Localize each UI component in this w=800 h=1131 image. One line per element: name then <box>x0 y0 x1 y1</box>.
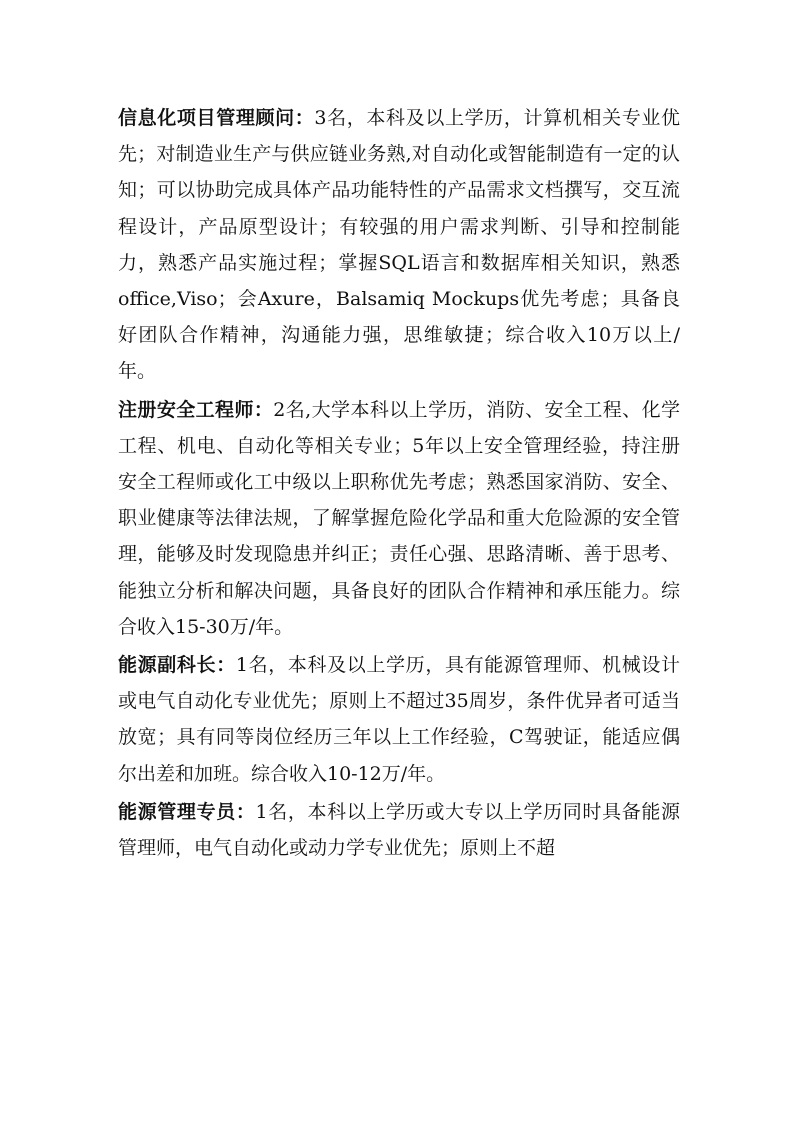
job-title: 信息化项目管理顾问： <box>118 107 315 129</box>
job-entry-it-consultant <box>118 100 680 390</box>
job-description: 3名，本科及以上学历，计算机相关专业优先；对制造业生产与供应链业务熟,对自动化或智能制造有一定的认知；可以协助完成具体产品功能特性的产品需求文档撰写，交互流程设计，产品原型设计；有较强的用户需求判断、引导和控制能力，熟悉产品实施过程；掌握SQL语言和数据库相关知识，熟悉office,Viso；会Axure，Balsamiq Mockups优先考虑；具备良好团队合作精神，沟通能力强，思维敏捷；综合收入10万以上/年。 <box>118 107 680 383</box>
job-title: 能源副科长： <box>118 654 236 677</box>
job-description: 1名，本科以上学历或大专以上学历同时具备能源管理师，电气自动化或动力学专业优先；原则上不超 <box>118 800 680 860</box>
job-title: 能源管理专员： <box>118 800 256 823</box>
job-description: 1名，本科及以上学历，具有能源管理师、机械设计或电气自动化专业优先；原则上不超过35周岁，条件优异者可适当放宽；具有同等岗位经历三年以上工作经验，C驾驶证，能适应偶尔出差和加班。综合收入10-12万/年。 <box>118 654 680 785</box>
job-entry-energy-deputy-chief <box>118 647 680 792</box>
job-description: 2名,大学本科以上学历，消防、安全工程、化学工程、机电、自动化等相关专业；5年以上安全管理经验，持注册安全工程师或化工中级以上职称优先考虑；熟悉国家消防、安全、职业健康等法律法规，了解掌握危险化学品和重大危险源的安全管理，能够及时发现隐患并纠正；责任心强、思路清晰、善于思考、能独立分析和解决问题，具备良好的团队合作精神和承压能力。综合收入15-30万/年。 <box>118 398 680 638</box>
document-page <box>118 100 680 868</box>
job-entry-safety-engineer <box>118 392 680 645</box>
job-entry-energy-specialist <box>118 794 680 866</box>
job-title: 注册安全工程师： <box>118 398 274 421</box>
